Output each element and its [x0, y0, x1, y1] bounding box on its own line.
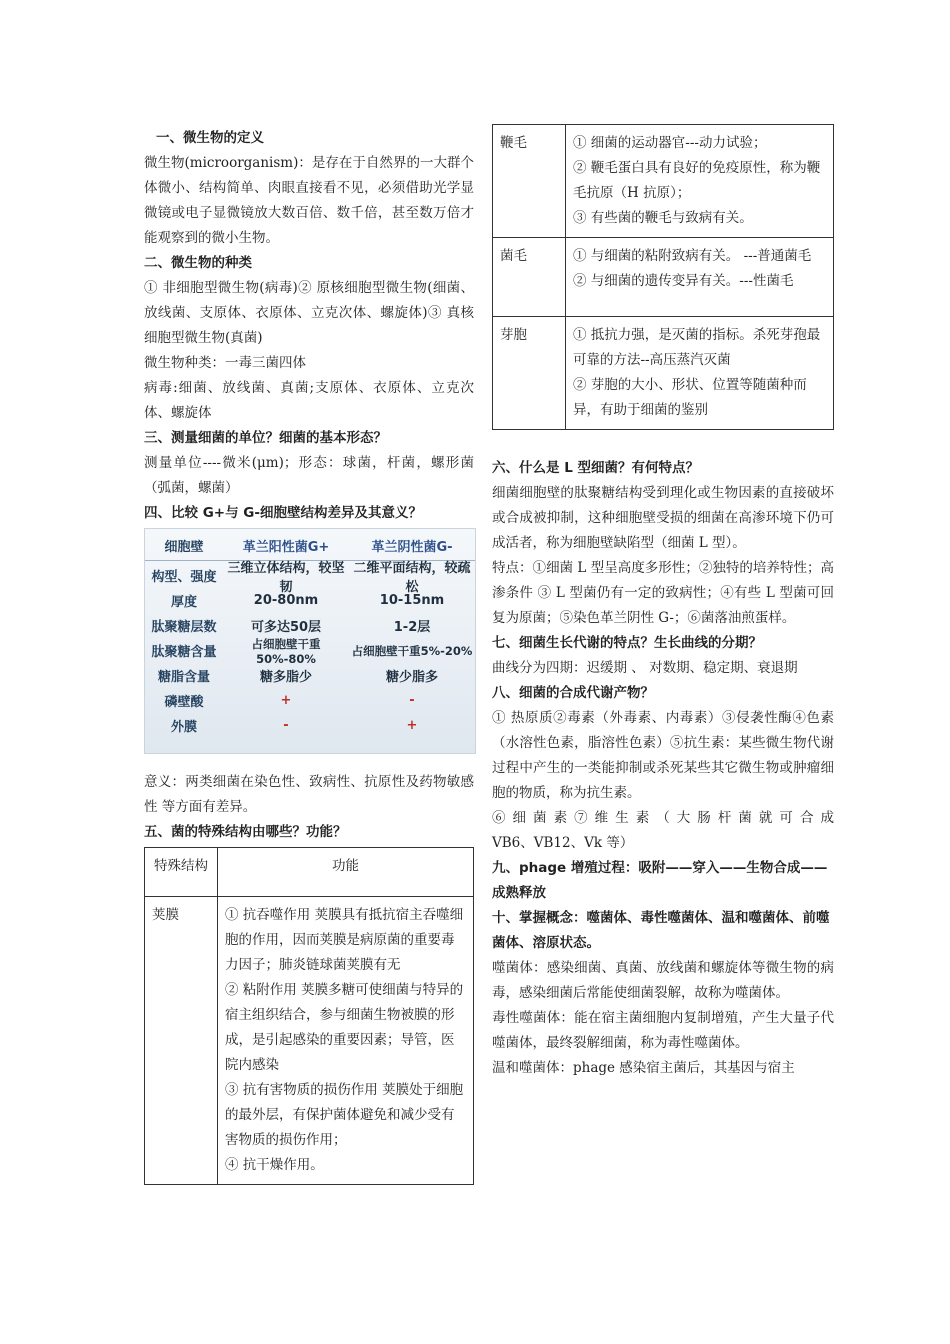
- section-1-title: 一、微生物的定义: [156, 130, 264, 146]
- function-line: ① 与细菌的粘附致病有关。 ---普通菌毛: [573, 248, 812, 264]
- section-5-title: 五、菌的特殊结构由哪些？功能？: [144, 824, 347, 840]
- comparison-row: [145, 713, 475, 738]
- structure-function: [566, 238, 834, 317]
- section-6-title: 六、什么是 L 型细菌？有何特点？: [492, 460, 700, 476]
- comparison-cell: 1-2层: [393, 620, 431, 635]
- comparison-cell: -: [283, 718, 289, 733]
- structure-name: 鞭毛: [493, 125, 566, 238]
- function-line: ③ 有些菌的鞭毛与致病有关。: [573, 210, 753, 226]
- comparison-label: 肽聚糖含量: [151, 645, 217, 660]
- comparison-header-row: [145, 533, 475, 558]
- section-10-title: 十、掌握概念：噬菌体、毒性噬菌体、温和噬菌体、前噬菌体、溶原状态。: [492, 910, 830, 951]
- comparison-cell: 糖少脂多: [385, 670, 438, 685]
- comparison-row: [145, 636, 475, 666]
- table-row: [493, 317, 834, 430]
- section-8-title: 八、细菌的合成代谢产物？: [492, 685, 654, 701]
- comparison-cell: 10-15nm: [379, 593, 445, 608]
- structure-name: 芽胞: [493, 317, 566, 430]
- section-8-body-1: ① 热原质②毒素（外毒素、内毒素）③侵袭性酶④色素（水溶性色素，脂溶性色素）⑤抗生素：某些微生物代谢过程中产生的一类能抑制或杀死某些其它微生物或肿瘤细胞的物质，称为抗生素。: [492, 710, 834, 801]
- function-line: ② 与细菌的遗传变异有关。---性菌毛: [573, 273, 794, 289]
- comparison-cell: +: [280, 693, 292, 708]
- section-7-title: 七、细菌生长代谢的特点？生长曲线的分期？: [492, 635, 762, 651]
- table-header-row: [145, 848, 474, 897]
- function-line: ② 芽胞的大小、形状、位置等随菌种而异，有助于细菌的鉴别: [573, 377, 807, 418]
- comparison-cell: 占细胞壁干重50%-80%: [251, 636, 321, 666]
- table-row: [145, 897, 474, 1185]
- function-line: ④ 抗干燥作用。: [225, 1157, 324, 1173]
- comparison-header-cell: 革兰阴性菌G-: [371, 540, 453, 555]
- section-2-body-3: 病毒:细菌、放线菌、真菌;支原体、衣原体、立克次体、螺旋体: [144, 380, 474, 421]
- comparison-label: 糖脂含量: [157, 670, 210, 685]
- comparison-label: 厚度: [170, 595, 197, 610]
- section-3-body: 测量单位----微米(μm)；形态：球菌，杆菌，螺形菌（弧菌，螺菌）: [144, 455, 474, 496]
- section-9-title: 九、phage 增殖过程：吸附——穿入——生物合成——成熟释放: [492, 860, 828, 901]
- table-row: [493, 238, 834, 317]
- structure-function: [566, 125, 834, 238]
- comparison-cell: 20-80nm: [253, 593, 319, 608]
- section-8-body-2: ⑥ 细 菌 素 ⑦ 维 生 素 （ 大 肠 杆 菌 就 可 合 成 VB6、VB12、Vk 等）: [492, 810, 834, 851]
- section-3-title: 三、测量细菌的单位？细菌的基本形态？: [144, 430, 387, 446]
- comparison-cell: 可多达50层: [250, 620, 322, 635]
- section-2-body-2: 微生物种类：一毒三菌四体: [144, 355, 306, 371]
- comparison-cell: 糖多脂少: [259, 670, 312, 685]
- left-column: [144, 126, 474, 1185]
- comparison-row: [145, 688, 475, 713]
- function-line: ① 抵抗力强，是灭菌的指标。杀死芽孢最可靠的方法--高压蒸汽灭菌: [573, 327, 821, 368]
- table-header-cell: 特殊结构: [145, 848, 218, 897]
- function-line: ② 粘附作用 荚膜多糖可使细菌与特异的宿主组织结合，参与细菌生物被膜的形成，是引起感染的重要因素；导管，医院内感染: [225, 982, 464, 1073]
- structure-function: [218, 897, 474, 1185]
- right-column: [492, 124, 834, 1081]
- table-row: [493, 125, 834, 238]
- special-structure-table: [144, 847, 474, 1185]
- comparison-row: [145, 613, 475, 638]
- comparison-label: 构型、强度: [151, 570, 217, 585]
- comparison-row: [145, 663, 475, 688]
- comparison-label: 外膜: [170, 720, 197, 735]
- function-line: ② 鞭毛蛋白具有良好的免疫原性，称为鞭毛抗原（H 抗原）；: [573, 160, 821, 201]
- comparison-cell: 占细胞壁干重5%-20%: [351, 643, 473, 658]
- section-1-body: 微生物(microorganism)：是存在于自然界的一大群个体微小、结构简单、肉眼直接看不见，必须借助光学显微镜或电子显微镜放大数百倍、数千倍，甚至数万倍才能观察到的微小生物。: [144, 155, 474, 246]
- section-10-body-2: 毒性噬菌体：能在宿主菌细胞内复制增殖，产生大量子代噬菌体，最终裂解细菌，称为毒性噬菌体。: [492, 1010, 834, 1051]
- comparison-cell: +: [406, 718, 418, 733]
- function-line: ③ 抗有害物质的损伤作用 荚膜处于细胞的最外层，有保护菌体避免和减少受有害物质的损伤作用；: [225, 1082, 464, 1148]
- section-6-body-1: 细菌细胞壁的肽聚糖结构受到理化或生物因素的直接破坏或合成被抑制，这种细胞壁受损的细菌在高渗环境下仍可成活者，称为细胞壁缺陷型（细菌 L 型）。: [492, 485, 834, 551]
- comparison-cell: 二维平面结构，较疏松: [353, 560, 471, 595]
- structure-name: 荚膜: [145, 897, 218, 1185]
- structure-name: 菌毛: [493, 238, 566, 317]
- table-header-cell: 功能: [218, 848, 474, 897]
- function-line: ① 细菌的运动器官---动力试验；: [573, 135, 767, 151]
- structure-function: [566, 317, 834, 430]
- comparison-row: [145, 560, 475, 595]
- comparison-cell: -: [409, 693, 415, 708]
- section-4-title: 四、比较 G+与 G-细胞壁结构差异及其意义？: [144, 505, 422, 521]
- section-10-body-3: 温和噬菌体：phage 感染宿主菌后，其基因与宿主: [492, 1060, 795, 1076]
- section-2-title: 二、微生物的种类: [144, 255, 252, 271]
- comparison-label: 肽聚糖层数: [151, 620, 217, 635]
- section-6-body-2: 特点：①细菌 L 型呈高度多形性；②独特的培养特性；高渗条件 ③ L 型菌仍有一定的致病性；④有些 L 型菌可回复为原菌；⑤染色革兰阴性 G-；⑥菌落油煎蛋样。: [492, 560, 834, 626]
- section-4-meaning: 意义：两类细菌在染色性、致病性、抗原性及药物敏感性 等方面有差异。: [144, 774, 474, 815]
- comparison-label: 磷壁酸: [164, 695, 204, 710]
- comparison-cell: 三维立体结构，较坚韧: [227, 560, 345, 595]
- section-10-body-1: 噬菌体：感染细菌、真菌、放线菌和螺旋体等微生物的病毒，感染细菌后常能使细菌裂解，故称为噬菌体。: [492, 960, 834, 1001]
- section-2-body-1: ① 非细胞型微生物(病毒)② 原核细胞型微生物(细菌、放线菌、支原体、衣原体、立克次体、螺旋体)③ 真核细胞型微生物(真菌): [144, 280, 474, 346]
- gram-comparison-figure: [144, 528, 476, 754]
- function-line: ① 抗吞噬作用 荚膜具有抵抗宿主吞噬细胞的作用，因而荚膜是病原菌的重要毒力因子；肺炎链球菌荚膜有无: [225, 907, 464, 973]
- comparison-header-cell: 细胞壁: [164, 540, 204, 555]
- special-structure-table-continued: [492, 124, 834, 430]
- comparison-header-cell: 革兰阳性菌G+: [242, 540, 330, 555]
- section-7-body: 曲线分为四期：迟缓期 、 对数期、稳定期、衰退期: [492, 660, 798, 676]
